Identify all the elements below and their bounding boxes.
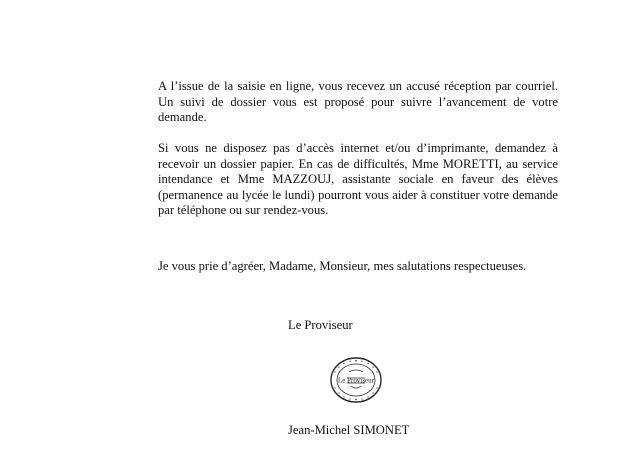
paragraph-online-submission: A l’issue de la saisie en ligne, vous recevez un accusé réception par courriel. Un suivi de dossier vous est proposé pour suivre l’avancement de votre demande. [158, 79, 558, 125]
closing-formula: Je vous prie d’agréer, Madame, Monsieur, mes salutations respectueuses. [158, 259, 527, 273]
paragraph-paper-file: Si vous ne disposez pas d’accès internet et/ou d’imprimante, demandez à recevoir un dossier papier. En cas de difficultés, Mme MORETTI, au service intendance et Mme MAZZOUJ, assistante sociale en faveur des élèves (permanence au lycée le lundi) pourront vous aider à constituer votre demande par téléphone ou sur rendez-vous. [158, 141, 558, 218]
signatory-name: Jean-Michel SIMONET [288, 423, 410, 437]
stamp-label: Le Proviseur [338, 376, 374, 385]
official-stamp [329, 356, 383, 404]
signatory-title: Le Proviseur [288, 318, 353, 332]
